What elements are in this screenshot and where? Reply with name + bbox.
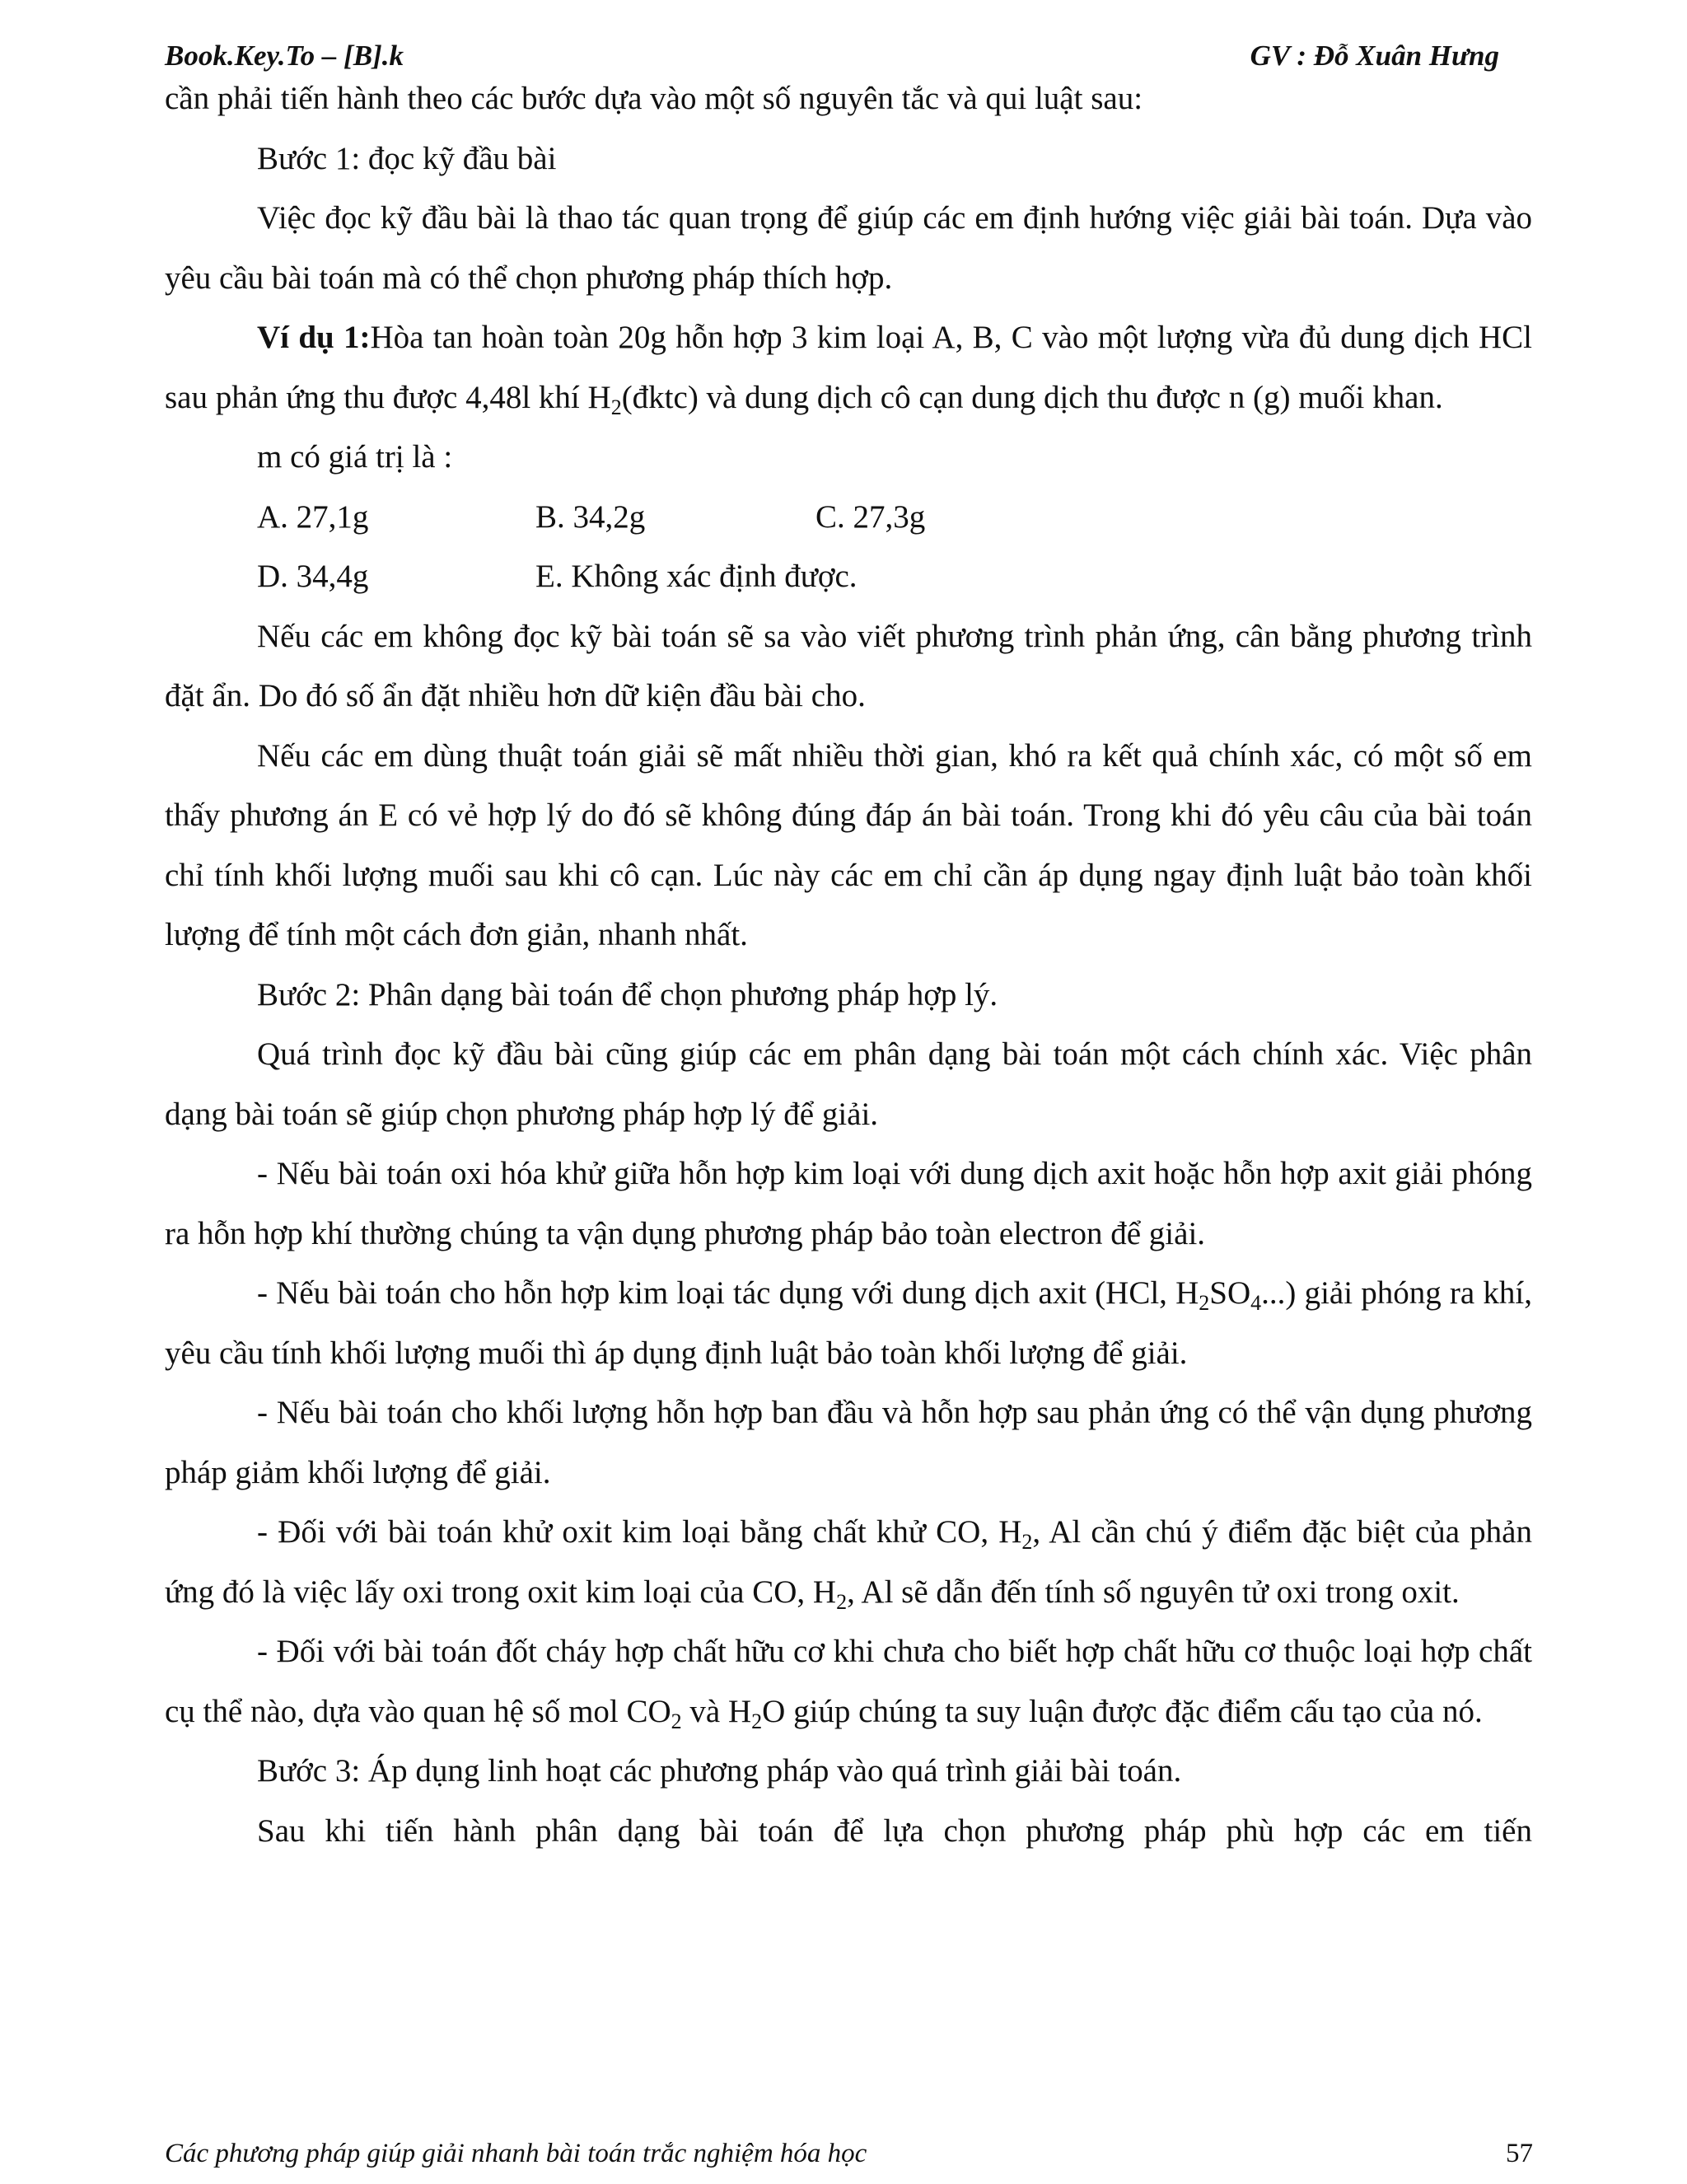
- option-d: D. 34,4g: [257, 559, 369, 594]
- example-label: Ví dụ 1:: [257, 320, 371, 355]
- page-number: 57: [1506, 2139, 1533, 2168]
- example-text: (đktc) và dung dịch cô cạn dung dịch thu được n (g) muối khan.: [621, 379, 1443, 415]
- subscript: 2: [751, 1709, 763, 1733]
- text-run: , Al sẽ dẫn đến tính số nguyên tử oxi trong oxit.: [847, 1574, 1460, 1610]
- example-1: [165, 308, 1532, 428]
- paragraph-classify: Quá trình đọc kỹ đầu bài cũng giúp các em phân dạng bài toán một cách chính xác. Việc phân dạng bài toán sẽ giúp chọn phương pháp hợp lý để giải.: [165, 1036, 1532, 1132]
- question-text: m có giá trị là :: [257, 439, 453, 475]
- footer-book-title: Các phương pháp giúp giải nhanh bài toán trắc nghiệm hóa học: [165, 2139, 867, 2168]
- bullet-acid: [165, 1264, 1532, 1383]
- text-run: SO: [1209, 1275, 1251, 1311]
- bullet-redox: - Nếu bài toán oxi hóa khử giữa hỗn hợp kim loại với dung dịch axit hoặc hỗn hợp axit giải phóng ra hỗn hợp khí thường chúng ta vận dụng phương pháp bảo toàn electron để giải.: [165, 1156, 1532, 1251]
- subscript: 2: [671, 1709, 682, 1733]
- text-run: - Đối với bài toán đốt cháy hợp chất hữu cơ khi chưa cho biết hợp chất hữu cơ thuộc loại hợp chất cụ thể nào, dựa vào quan hệ số mol CO: [165, 1634, 1532, 1729]
- option-c: C. 27,3g: [815, 498, 926, 535]
- bullet-combustion: [165, 1622, 1532, 1742]
- subscript: 2: [1199, 1291, 1210, 1315]
- step-2-heading: Bước 2: Phân dạng bài toán để chọn phương pháp hợp lý.: [257, 976, 998, 1012]
- text-run: - Nếu bài toán cho hỗn hợp kim loại tác dụng với dung dịch axit (HCl, H: [257, 1275, 1199, 1311]
- option-e: E. Không xác định được.: [535, 559, 858, 594]
- option-b: B. 34,2g: [535, 498, 646, 535]
- options-row: [165, 547, 1532, 607]
- text-run: - Đối với bài toán khử oxit kim loại bằng chất khử CO, H: [257, 1514, 1022, 1550]
- paragraph-algorithm: Nếu các em dùng thuật toán giải sẽ mất nhiều thời gian, khó ra kết quả chính xác, có một số em thấy phương án E có vẻ hợp lý do đó sẽ không đúng đáp án bài toán. Trong khi đó yêu câu của bài toán chỉ tính khối lượng muối sau khi cô cạn. Lúc này các em chỉ cần áp dụng ngay định luật bảo toàn khối lượng để tính một cách đơn giản, nhanh nhất.: [165, 737, 1532, 952]
- example-text: Hòa tan hoàn toàn 20g hỗn hợp 3 kim loại A, B, C vào một lượng vừa đủ dung dịch HCl sau phản ứng thu được 4,48l khí H: [165, 320, 1532, 415]
- page-body: [165, 69, 1532, 1861]
- header-book-title: Book.Key.To – [B].k: [165, 40, 404, 72]
- options-row: [165, 488, 1532, 548]
- text-run: ...) giải phóng ra khí, yêu cầu tính khối lượng muối thì áp dụng định luật bảo toàn khối lượng để giải.: [165, 1275, 1532, 1371]
- bullet-mass-change: - Nếu bài toán cho khối lượng hỗn hợp ban đầu và hỗn hợp sau phản ứng có thể vận dụng phương pháp giảm khối lượng để giải.: [165, 1395, 1532, 1490]
- subscript: 2: [1021, 1530, 1033, 1554]
- subscript: 4: [1250, 1291, 1262, 1315]
- paragraph-read-carefully: Việc đọc kỹ đầu bài là thao tác quan trọng để giúp các em định hướng việc giải bài toán. Dựa vào yêu cầu bài toán mà có thể chọn phương pháp thích hợp.: [165, 200, 1532, 296]
- subscript: 2: [610, 395, 622, 419]
- text-run: , Al cần chú ý điểm đặc biệt của phản ứng đó là việc lấy oxi trong oxit kim loại của CO, H: [165, 1514, 1532, 1610]
- subscript: 2: [836, 1589, 848, 1614]
- header-author: GV : Đỗ Xuân Hưng: [1250, 40, 1499, 72]
- option-a: A. 27,1g: [257, 498, 369, 535]
- text-run: O giúp chúng ta suy luận được đặc điểm cấu tạo của nó.: [762, 1693, 1483, 1729]
- bullet-oxide-reduction: [165, 1503, 1532, 1622]
- step-3-heading: Bước 3: Áp dụng linh hoạt các phương pháp vào quá trình giải bài toán.: [257, 1753, 1182, 1789]
- paragraph-continue: Sau khi tiến hành phân dạng bài toán để lựa chọn phương pháp phù hợp các em tiến: [257, 1812, 1532, 1849]
- paragraph-not-reading: Nếu các em không đọc kỹ bài toán sẽ sa vào viết phương trình phản ứng, cân bằng phương trình đặt ẩn. Do đó số ẩn đặt nhiều hơn dữ kiện đầu bài cho.: [165, 618, 1532, 713]
- paragraph-intro: cần phải tiến hành theo các bước dựa vào một số nguyên tắc và qui luật sau:: [165, 81, 1143, 116]
- text-run: và H: [681, 1693, 752, 1729]
- step-1-heading: Bước 1: đọc kỹ đầu bài: [257, 140, 557, 176]
